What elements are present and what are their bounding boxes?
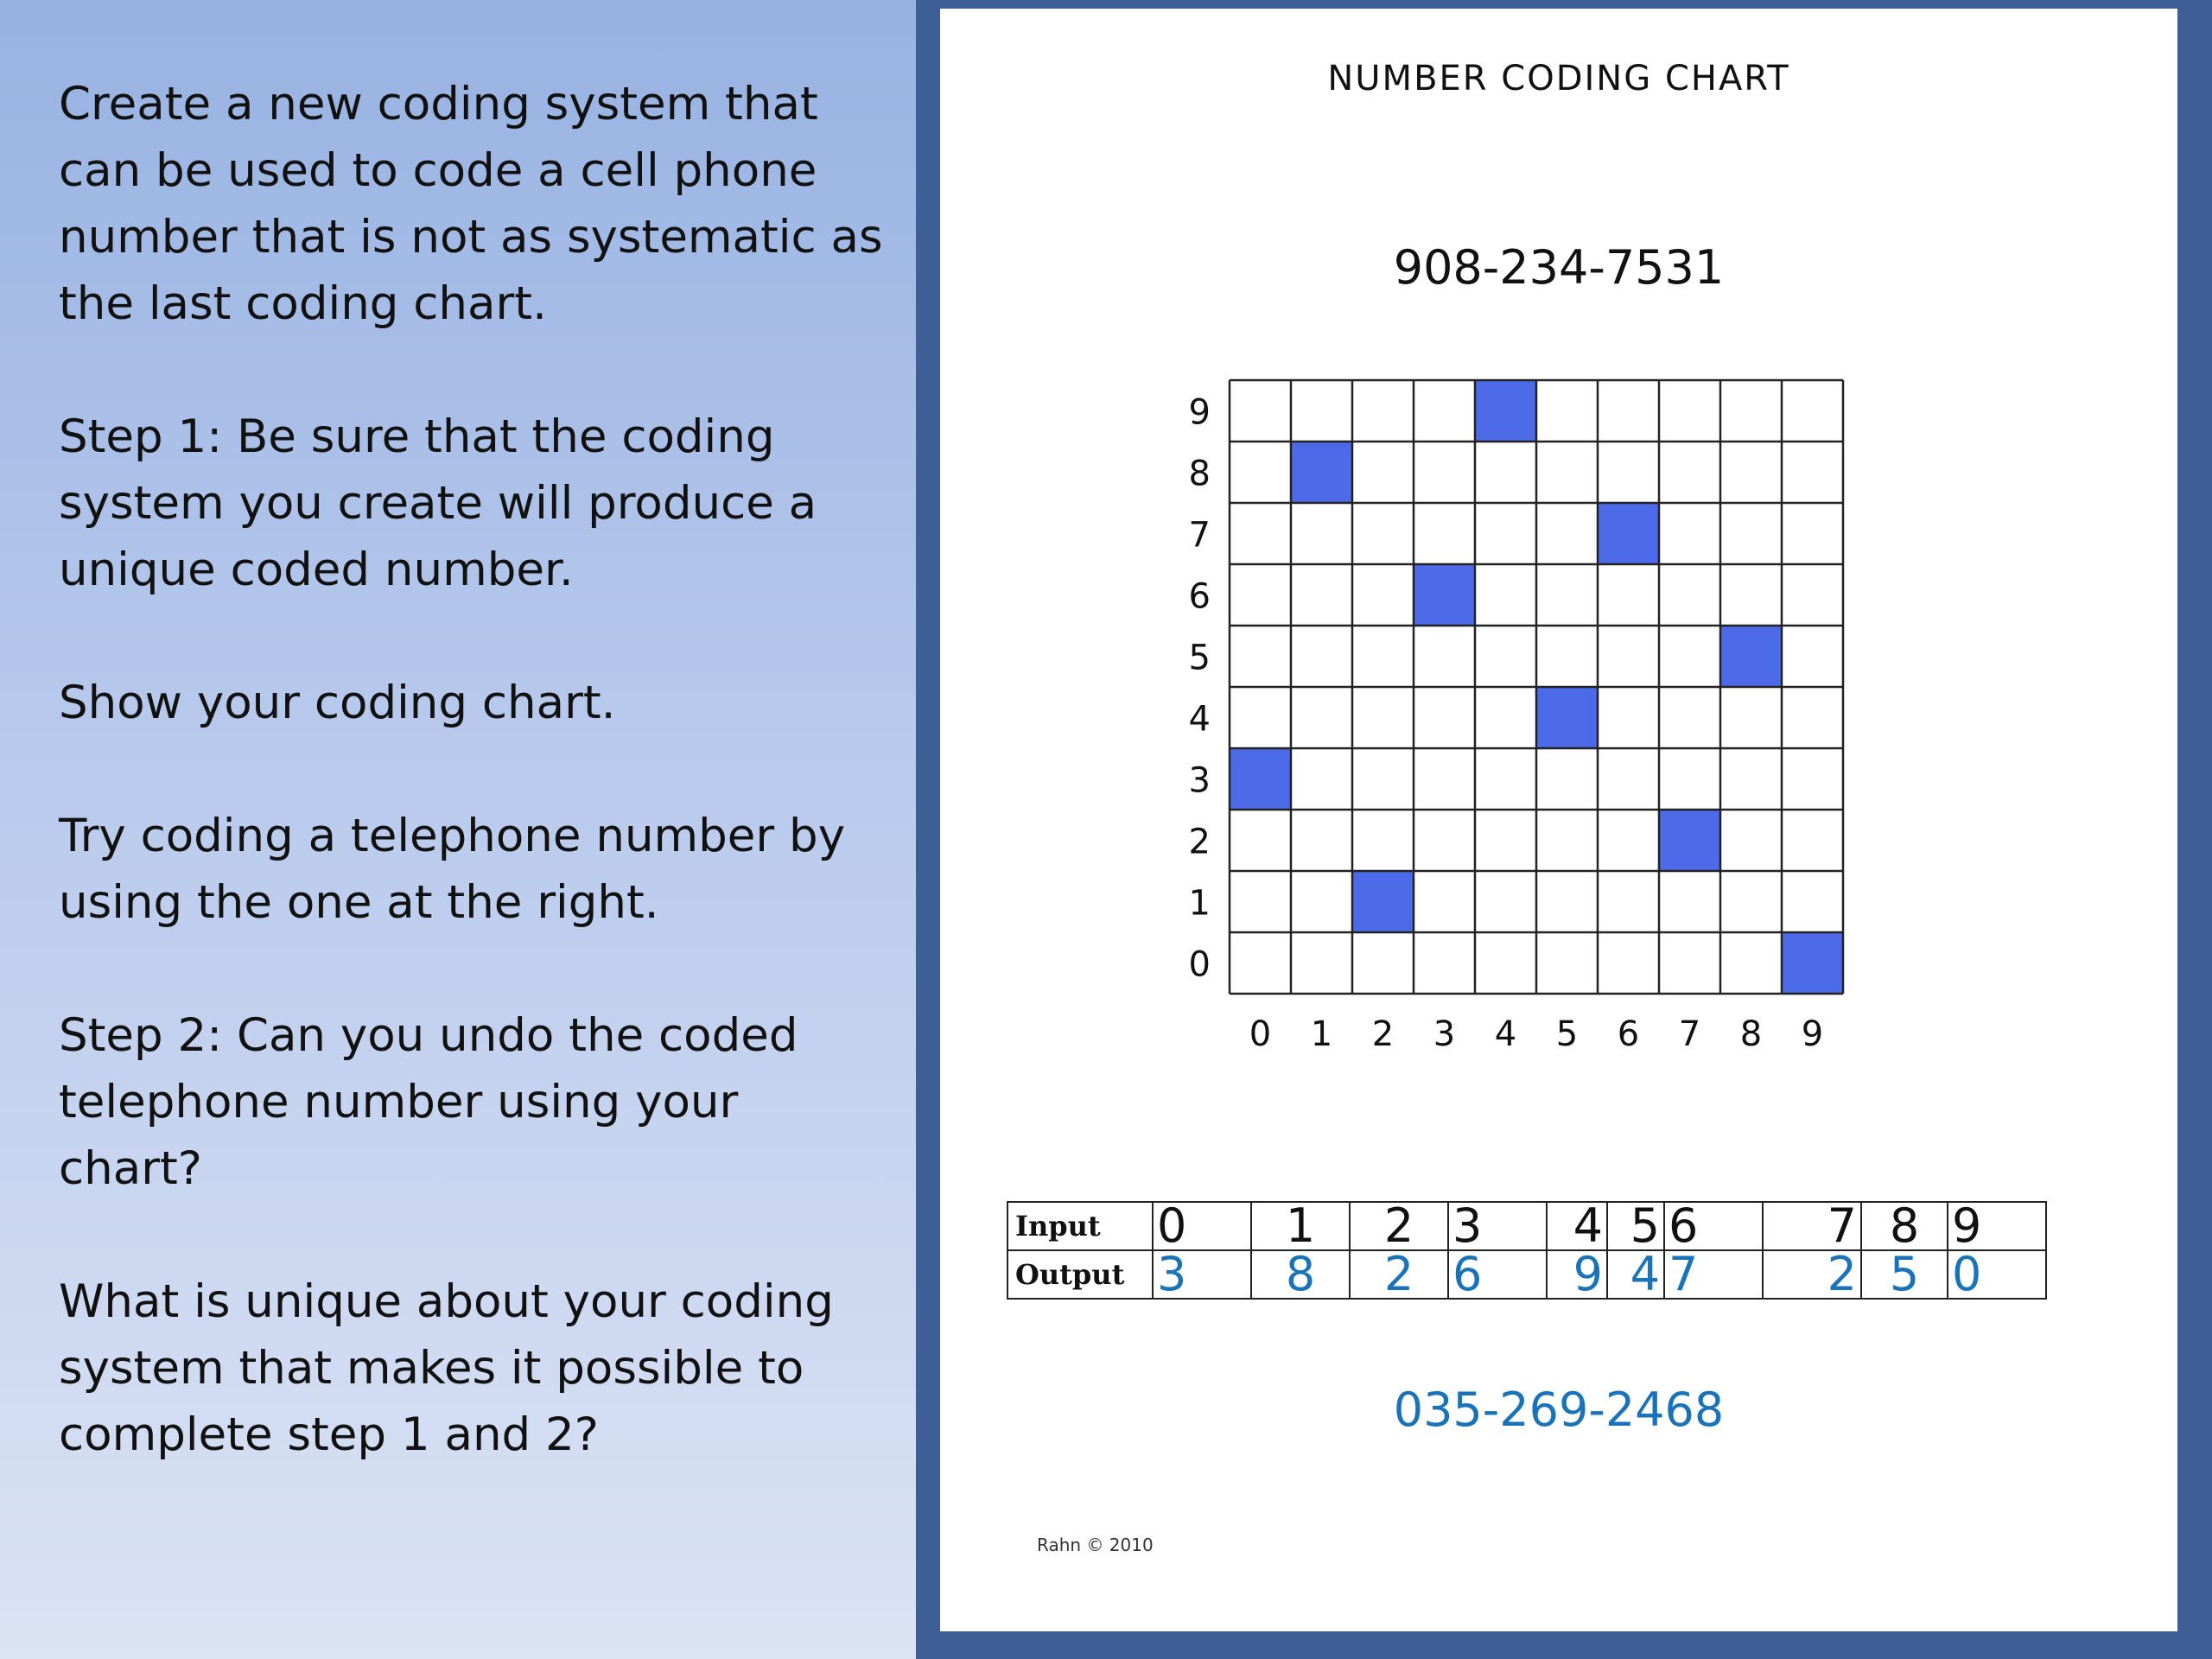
coding-grid (940, 9, 2177, 1132)
grid-cell-filled (1291, 442, 1352, 503)
y-tick-label: 4 (1188, 699, 1211, 740)
worksheet (940, 9, 2177, 1631)
input-cell: 0 (1153, 1202, 1251, 1250)
x-tick-label: 9 (1801, 1014, 1824, 1054)
input-cell: 9 (1948, 1202, 2046, 1250)
instruction-text (59, 71, 888, 1535)
input-cell: 1 (1251, 1202, 1350, 1250)
y-tick-label: 2 (1188, 822, 1211, 862)
instruction-paragraph: What is unique about your coding system that makes it possible to complete step 1 and 2? (59, 1275, 834, 1461)
x-tick-label: 1 (1310, 1014, 1333, 1054)
original-phone-number: 908-234-7531 (1393, 240, 1725, 295)
grid-cell-filled (1536, 687, 1598, 748)
instruction-paragraph: Step 2: Can you undo the coded telephone number using your chart? (59, 1009, 798, 1195)
y-tick-label: 1 (1188, 883, 1211, 924)
grid-cell-filled (1659, 810, 1720, 871)
input-cell: 7 (1763, 1202, 1861, 1250)
y-tick-label: 6 (1188, 576, 1211, 617)
instruction-panel (0, 0, 916, 1659)
y-tick-label: 7 (1188, 515, 1211, 556)
coded-phone-number: 035-269-2468 (1393, 1382, 1725, 1437)
grid-cell-filled (1352, 871, 1414, 932)
output-row (1007, 1250, 2046, 1299)
y-tick-label: 5 (1188, 638, 1211, 678)
coding-table (1007, 1198, 2047, 1301)
output-cell: 6 (1448, 1250, 1547, 1299)
input-cell: 4 (1547, 1202, 1607, 1250)
input-cell: 8 (1861, 1202, 1948, 1250)
input-row (1007, 1202, 2046, 1250)
x-tick-label: 8 (1739, 1014, 1763, 1054)
input-cell: 3 (1448, 1202, 1547, 1250)
output-cell: 2 (1763, 1250, 1861, 1299)
grid-cell-filled (1414, 564, 1475, 626)
y-tick-label: 9 (1188, 392, 1211, 433)
x-tick-label: 5 (1555, 1014, 1579, 1054)
grid-cell-filled (1720, 626, 1782, 687)
instruction-paragraph: Show your coding chart. (59, 677, 616, 729)
grid-cell-filled (1782, 932, 1843, 994)
output-cell: 2 (1350, 1250, 1448, 1299)
grid-cell-filled (1598, 503, 1659, 564)
grid-cell-filled (1230, 748, 1291, 810)
instruction-paragraph: Try coding a telephone number by using the one at the right. (59, 810, 846, 929)
output-cell: 4 (1607, 1250, 1664, 1299)
output-cell: 0 (1948, 1250, 2046, 1299)
y-tick-label: 3 (1188, 760, 1211, 801)
output-cell: 9 (1547, 1250, 1607, 1299)
x-tick-label: 0 (1249, 1014, 1272, 1054)
y-tick-label: 0 (1188, 944, 1211, 985)
x-tick-label: 4 (1494, 1014, 1517, 1054)
copyright-note: Rahn © 2010 (1037, 1535, 1154, 1555)
grid-cell-filled (1475, 380, 1536, 442)
x-tick-label: 7 (1678, 1014, 1701, 1054)
input-cell: 2 (1350, 1202, 1448, 1250)
instruction-paragraph: Step 1: Be sure that the coding system you create will produce a unique coded number. (59, 410, 817, 596)
chart-title: NUMBER CODING CHART (1327, 59, 1790, 99)
output-cell: 8 (1251, 1250, 1350, 1299)
x-tick-label: 6 (1617, 1014, 1640, 1054)
input-cell: 6 (1664, 1202, 1763, 1250)
output-row-label: Output (1007, 1250, 1153, 1299)
output-cell: 5 (1861, 1250, 1948, 1299)
y-tick-label: 8 (1188, 454, 1211, 494)
x-tick-label: 3 (1433, 1014, 1456, 1054)
output-cell: 3 (1153, 1250, 1251, 1299)
instruction-paragraph: Create a new coding system that can be used to code a cell phone number that is not as systematic as the last coding chart. (59, 78, 883, 330)
output-cell: 7 (1664, 1250, 1763, 1299)
input-row-label: Input (1007, 1202, 1153, 1250)
input-cell: 5 (1607, 1202, 1664, 1250)
x-tick-label: 2 (1371, 1014, 1395, 1054)
